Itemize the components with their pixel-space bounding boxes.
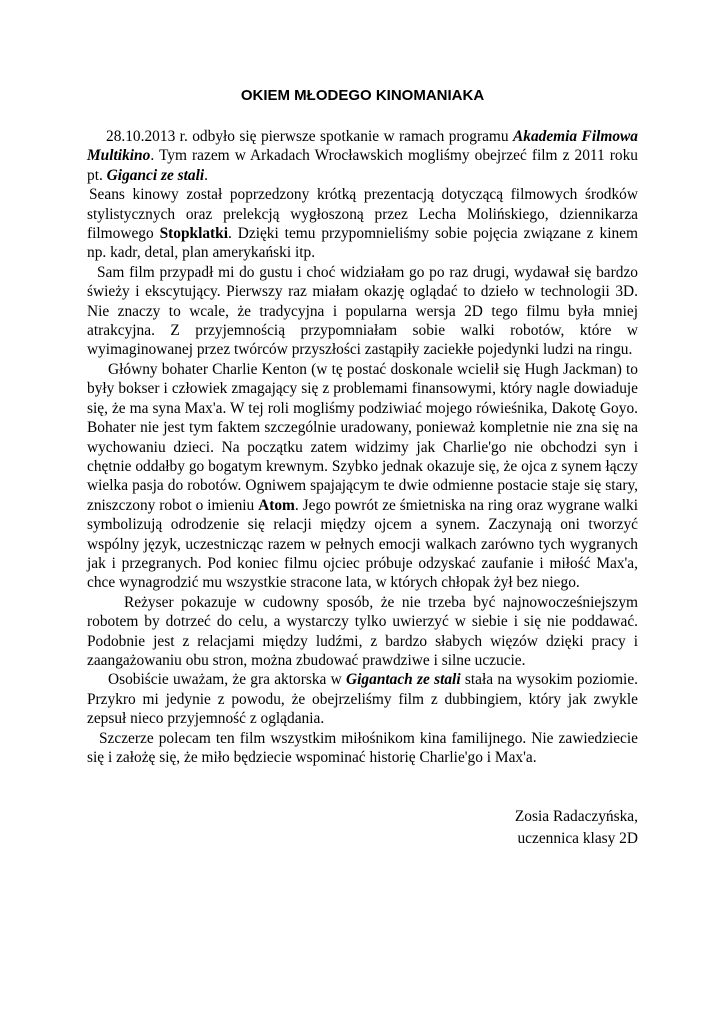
signature <box>515 806 638 850</box>
paragraph-6-text-a: Osobiście uważam, że gra aktorska w <box>108 671 347 689</box>
paragraph-4 <box>87 360 638 593</box>
film-title: Giganci ze stali <box>106 166 205 184</box>
magazine-name: Stopklatki <box>159 225 229 243</box>
paragraph-7: Szczerze polecam ten film wszystkim miłośnikom kina familijnego. Nie zawiedziecie się i założę się, że miło będziecie wspominać historię Charlie'go i Max'a. <box>87 729 638 766</box>
paragraph-6-text-c: stała na wysokim poziomie. Przykro mi jedynie z powodu, że obejrzeliśmy film z dubbingiem, który jak zwykle zepsuł nieco przyjemność z oglądania. <box>87 671 639 728</box>
author-name: Zosia Radaczyńska, <box>514 808 638 825</box>
paragraph-2-text-c: . Dzięki temu przypomnieliśmy sobie pojęcia związane z kinem np. kadr, detal, plan amerykański itp. <box>87 225 638 262</box>
robot-name: Atom <box>258 496 295 514</box>
author-role: uczennica klasy 2D <box>517 830 638 847</box>
paragraph-1 <box>87 127 638 185</box>
paragraph-6 <box>87 670 638 728</box>
article <box>87 86 638 767</box>
paragraph-1-text-a: 28.10.2013 r. odbyło się pierwsze spotkanie w ramach programu <box>106 128 513 145</box>
paragraph-1-text-c: . Tym razem w Arkadach Wrocławskich mogliśmy obejrzeć film z 2011 roku pt. <box>87 147 638 184</box>
paragraph-4-text-c: . Jego powrót ze śmietniska na ring oraz wygrane walki symbolizują odrodzenie się relacji między ojcem a synem. Zaczynają oni tworzyć wspólny język, uczestnicząc razem w pełnych emocji walkach zarówno tych wygranych jak i przegranych. Pod koniec filmu ojciec próbuje odzyskać zaufanie i miłość Max'a, chce wynagrodzić mu wszystkie stracone lata, w których chłopak żył bez niego. <box>87 496 639 592</box>
paragraph-3: Sam film przypadł mi do gustu i choć widziałam go po raz drugi, wydawał się bardzo świeży i ekscytujący. Pierwszy raz miałam okazję oglądać to dzieło w technologii 3D. Nie znaczy to wcale, że tradycyjna i popularna wersja 2D tego filmu była mniej atrakcyjna. Z przyjemnością przypomniałam sobie walki robotów, które w wyimaginowanej przez twórców przyszłości zastąpiły zaciekłe pojedynki ludzi na ringu. <box>87 263 638 359</box>
program-name: Akademia Filmowa Multikino <box>87 128 638 165</box>
paragraph-2-text-a: Seans kinowy został poprzedzony krótką prezentacją dotyczącą filmowych środków stylistycznych oraz prelekcją wygłoszoną przez Lecha Molińskiego, dziennikarza filmowego <box>87 186 638 243</box>
paragraph-1-text-e: . <box>204 166 209 184</box>
article-title: OKIEM MŁODEGO KINOMANIAKA <box>240 87 485 104</box>
paragraph-5: Reżyser pokazuje w cudowny sposób, że nie trzeba być najnowocześniejszym robotem by dotrzeć do celu, a wystarczy tylko uwierzyć w siebie i się nie poddawać. Podobnie jest z relacjami między ludźmi, z bardzo słabych więzów dzięki pracy i zaangażowaniu obu stron, można zbudować prawdziwe i silne uczucie. <box>87 593 638 669</box>
paragraph-4-text-a: Główny bohater Charlie Kenton (w tę postać doskonale wcielił się Hugh Jackman) to były bokser i człowiek zmagający się z problemami finansowymi, który nagle dowiaduje się, że ma syna Max'a. W tej roli mogliśmy podziwiać mojego rówieśnika, Dakotę Goyo. Bohater nie jest tym faktem szczególnie uradowany, ponieważ kompletnie nie zna się na wychowaniu dzieci. Na początku zatem widzimy jak Charlie'go nie obchodzi syn i chętnie oddałby go bogatym krewnym. Szybko jednak okazuje się, że ojca z synem łączy wielka pasja do robotów. Ogniwem spajającym te dwie odmienne postacie staje się stary, zniszczony robot o imieniu <box>87 360 638 514</box>
film-title-2: Gigantach ze stali <box>346 671 461 689</box>
paragraph-2 <box>87 185 638 263</box>
